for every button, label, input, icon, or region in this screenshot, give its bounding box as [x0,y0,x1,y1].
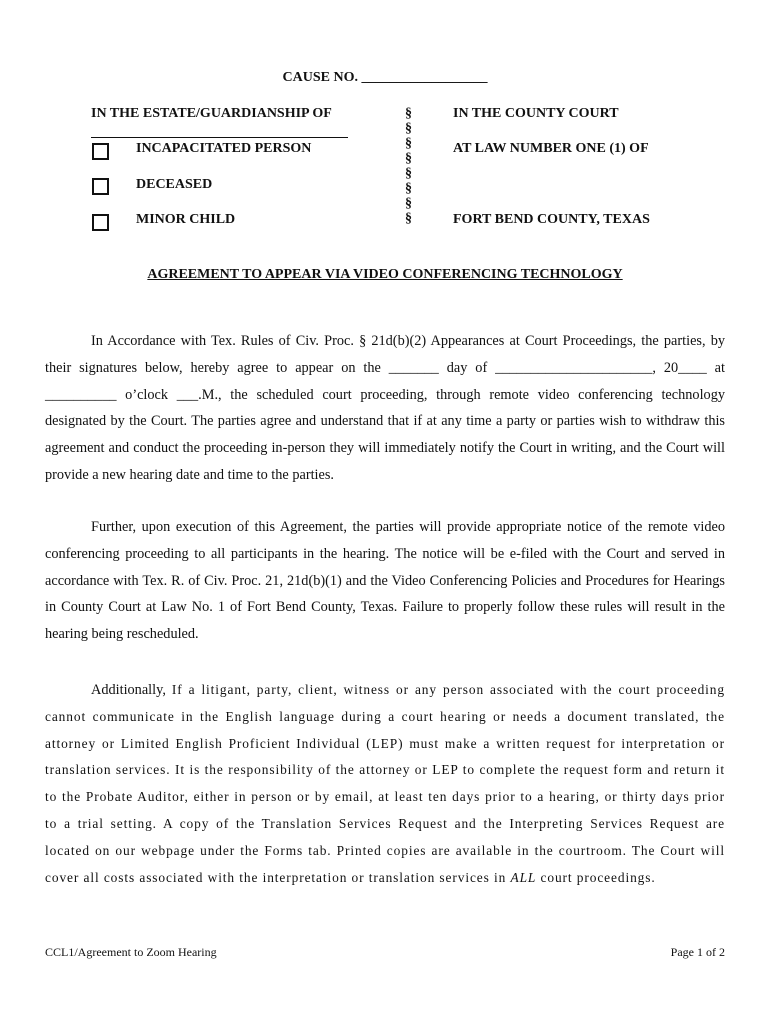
paragraph-2-text: Further, upon execution of this Agreement, the parties will provide appropriate notice of the remote video conferencing proceeding to all participants in the hearing. The notice will be e-filed with the Court and served in accordance with Tex. R. of Civ. Proc. 21, 21d(b)(1) and the Video Conferencing Policies and Procedures for Hearings in County Court at Law No. 1 of Fort Bend County, Texas. Failure to properly follow these rules will result in the hearing being rescheduled. [45,519,725,643]
checkbox-incapacitated[interactable] [92,143,109,160]
section-symbol: § [405,196,412,211]
paragraph-3-text-b: court proceedings. [536,869,656,885]
section-symbol: § [405,136,412,151]
paragraph-3-emphasis: ALL [510,869,537,885]
paragraph-notice [45,514,725,648]
section-symbol: § [405,121,412,136]
section-symbol: § [405,211,412,226]
paragraph-agreement [45,328,725,489]
footer-page-number: Page 1 of 2 [670,945,725,959]
cause-number: CAUSE NO. __________________ [282,70,488,85]
section-symbol: § [405,106,412,121]
section-symbol: § [405,151,412,166]
option-minor-child-label: MINOR CHILD [136,212,236,227]
name-blank-line[interactable] [91,137,348,138]
footer-document-name: CCL1/Agreement to Zoom Hearing [45,945,217,959]
paragraph-interpretation [45,677,725,891]
section-symbol: § [405,181,412,196]
paragraph-1-text: In Accordance with Tex. Rules of Civ. Proc. § 21d(b)(2) Appearances at Court Proceedings, the parties, by their signatures below, hereby agree to appear on the _______ day of ______________________, 20____ at __________ o’clock ___.M., the scheduled court proceeding, through remote video conferencing technology designated by the Court. The parties agree and understand that if at any time a party or parties wish to withdraw this agreement and conduct the proceeding in-person they will immediately notify the Court in writing, and the Court will provide a new hearing date and time to the parties. [45,333,725,483]
option-incapacitated-label: INCAPACITATED PERSON [136,141,312,156]
paragraph-3-text-a: If a litigant, party, client, witness or any person associated with the court proceeding cannot communicate in the English language during a court hearing or needs a document translated, the attorney or Limited English Proficient Individual (LEP) must make a written request for interpretation or translation services. It is the responsibility of the attorney or LEP to complete the request form and return it to the Probate Auditor, either in person or by email, at least ten days prior to a hearing, or thirty days prior to a trial setting. A copy of the Translation Services Request and the Interpreting Services Request are located on our webpage under the Forms tab. Printed copies are available in the courtroom. The Court will cover all costs associated with the interpretation or translation services in [45,682,725,885]
document-title: AGREEMENT TO APPEAR VIA VIDEO CONFERENCING TECHNOLOGY [147,267,623,282]
section-symbol-column [405,106,412,226]
checkbox-deceased[interactable] [92,178,109,195]
court-line-2: AT LAW NUMBER ONE (1) OF [453,141,649,156]
court-line-1: IN THE COUNTY COURT [453,106,619,121]
section-symbol: § [405,166,412,181]
checkbox-minor-child[interactable] [92,214,109,231]
estate-heading: IN THE ESTATE/GUARDIANSHIP OF [91,106,332,121]
court-line-3: FORT BEND COUNTY, TEXAS [453,212,650,227]
option-deceased-label: DECEASED [136,177,213,192]
paragraph-3-lead: Additionally, [91,682,166,698]
